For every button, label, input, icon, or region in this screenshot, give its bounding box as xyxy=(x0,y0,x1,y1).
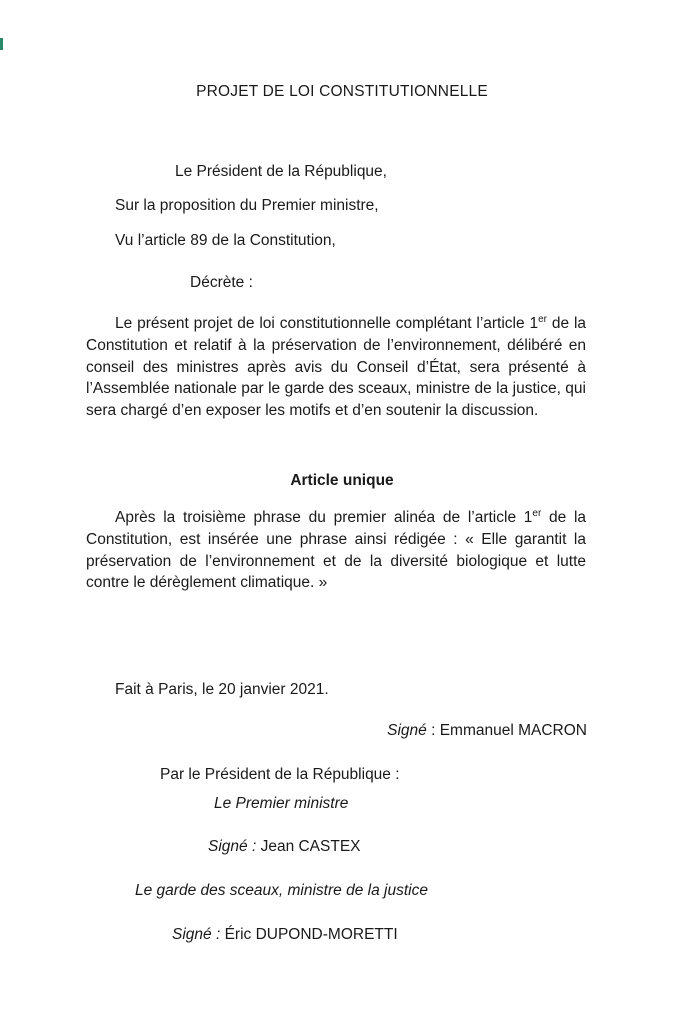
premier-ministre-signature xyxy=(208,837,361,857)
signe-label: Signé xyxy=(387,722,427,739)
garde-title-text: Le garde des sceaux, ministre de la justice xyxy=(135,882,428,899)
par-le-president: Par le Président de la République : xyxy=(160,766,400,783)
edge-mark xyxy=(0,38,3,50)
premier-ministre-name: Jean CASTEX xyxy=(256,838,361,855)
intro-sup: er xyxy=(538,314,547,325)
intro-text-1: Le présent projet de loi constitutionnelle complétant l’article 1 xyxy=(115,315,539,332)
garde-signature xyxy=(172,925,398,945)
garde-name: Éric DUPOND-MORETTI xyxy=(220,926,398,943)
preamble-vu: Vu l’article 89 de la Constitution, xyxy=(115,232,336,249)
premier-ministre-title xyxy=(214,794,348,814)
article-text-2: de la Constitution, est insérée une phrase ainsi rédigée : « Elle garantit la préservation de l’environnement et de la diversité biologique et lutte contre le dérèglement climatique. » xyxy=(86,509,587,592)
article-paragraph xyxy=(86,507,586,594)
president-signature xyxy=(387,721,587,741)
president-name: : Emmanuel MACRON xyxy=(426,722,587,739)
article-sup: er xyxy=(532,508,542,519)
intro-paragraph xyxy=(86,313,586,422)
article-text-1: Après la troisième phrase du premier alinéa de l’article 1 xyxy=(115,509,533,526)
intro-text-2: de la Constitution et relatif à la préservation de l’environnement, délibéré en conseil des ministres après avis du Conseil d’État, sera présenté à l’Assemblée nationale par le garde des sceaux, ministre de la justice, qui sera chargé d’en exposer les motifs et d’en soutenir la discussion. xyxy=(86,315,587,420)
preamble-president: Le Président de la République, xyxy=(175,163,387,180)
preamble-decrete: Décrète : xyxy=(190,274,253,291)
article-heading: Article unique xyxy=(290,472,394,489)
document-title: PROJET DE LOI CONSTITUTIONNELLE xyxy=(196,83,488,100)
preamble-proposition: Sur la proposition du Premier ministre, xyxy=(115,197,379,214)
premier-ministre-title-text: Le Premier ministre xyxy=(214,795,349,812)
garde-title xyxy=(135,881,428,901)
premier-ministre-signe: Signé : xyxy=(208,838,257,855)
place-date: Fait à Paris, le 20 janvier 2021. xyxy=(115,681,329,698)
garde-signe: Signé : xyxy=(172,926,221,943)
